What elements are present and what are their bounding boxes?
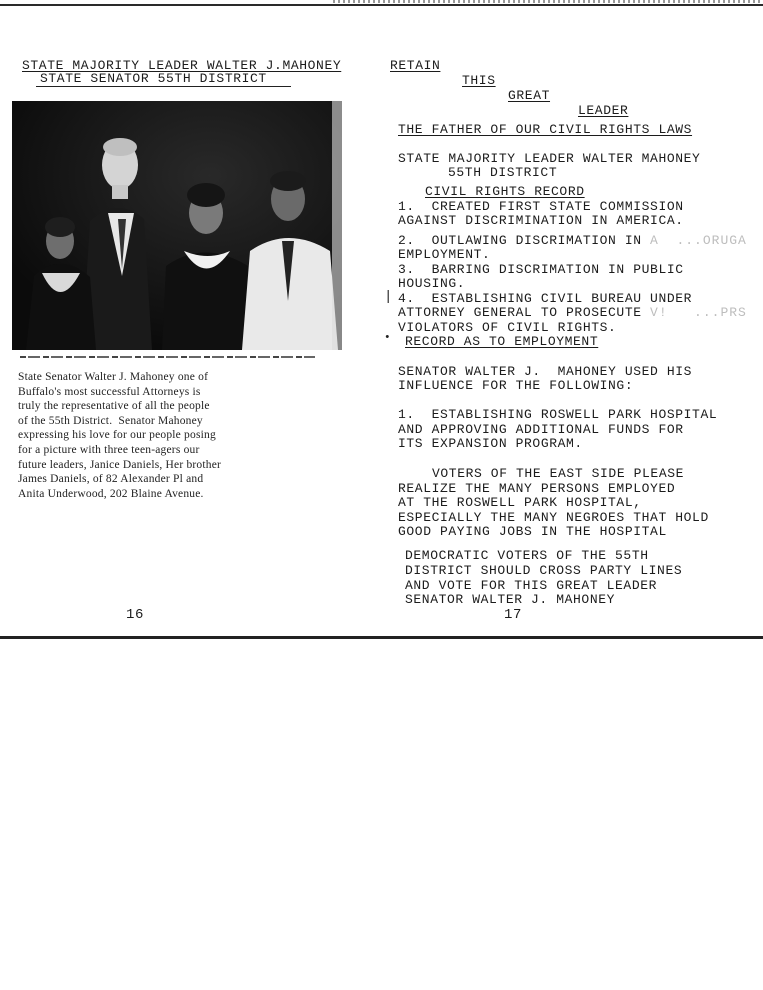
scan-top-speckle [333, 0, 763, 3]
caption-line: expressing his love for our people posing [18, 429, 216, 442]
voters-paragraph-line: VOTERS OF THE EAST SIDE PLEASE [432, 466, 685, 481]
margin-mark: • [384, 332, 391, 344]
employment-record-heading: RECORD AS TO EMPLOYMENT [405, 334, 599, 349]
voters-paragraph-line: AT THE ROSWELL PARK HOSPITAL, [398, 495, 642, 510]
influence-line: INFLUENCE FOR THE FOLLOWING: [398, 378, 634, 393]
record-item-3-cont: HOUSING. [398, 276, 466, 291]
margin-mark: | [384, 289, 393, 305]
record-item-2-text: 2. OUTLAWING DISCRIMATION IN [398, 233, 642, 248]
civil-rights-record-heading: CIVIL RIGHTS RECORD [425, 184, 585, 199]
caption-line: future leaders, Janice Daniels, Her brother [18, 458, 222, 471]
heading-great: GREAT [508, 88, 551, 103]
record-item-2-faded: A ...ORUGA [650, 233, 747, 248]
heading-retain: RETAIN [390, 58, 441, 73]
group-photo [12, 101, 342, 350]
district-line: 55TH DISTRICT [448, 165, 558, 180]
voters-paragraph-line: GOOD PAYING JOBS IN THE HOSPITAL [398, 524, 667, 539]
left-page-title: STATE MAJORITY LEADER WALTER J.MAHONEY [22, 58, 342, 73]
caption-line: of the 55th District. Senator Mahoney [18, 414, 203, 427]
voters-paragraph-line: REALIZE THE MANY PERSONS EMPLOYED [398, 481, 676, 496]
record-item-4-text: ATTORNEY GENERAL TO PROSECUTE [398, 305, 642, 320]
democratic-appeal-line: DEMOCRATIC VOTERS OF THE 55TH [405, 548, 649, 563]
voters-paragraph-line: ESPECIALLY THE MANY NEGROES THAT HOLD [398, 510, 709, 525]
democratic-appeal-line: AND VOTE FOR THIS GREAT LEADER [405, 578, 658, 593]
employment-item-1: 1. ESTABLISHING ROSWELL PARK HOSPITAL [398, 407, 718, 422]
record-item-2-cont: EMPLOYMENT. [398, 247, 491, 262]
record-item-4: 4. ESTABLISHING CIVIL BUREAU UNDER [398, 291, 693, 306]
caption-line: James Daniels, of 82 Alexander Pl and [18, 473, 204, 486]
record-item-2 [398, 233, 747, 248]
heading-this: THIS [462, 73, 496, 88]
group-photo-illustration [12, 101, 342, 350]
page-bottom-edge [0, 636, 763, 639]
democratic-appeal-line: SENATOR WALTER J. MAHONEY [405, 592, 616, 607]
caption-line: Buffalo's most successful Attorneys is [18, 385, 201, 398]
caption-rule [20, 356, 315, 358]
heading-father-civil-rights: THE FATHER OF OUR CIVIL RIGHTS LAWS [398, 122, 693, 137]
democratic-appeal-line: DISTRICT SHOULD CROSS PARTY LINES [405, 563, 683, 578]
record-item-4-end: VIOLATORS OF CIVIL RIGHTS. [398, 320, 617, 335]
record-item-4-faded: V! ...PRS [650, 305, 747, 320]
caption-line: for a picture with three teen-agers our [18, 443, 200, 456]
record-item-1: 1. CREATED FIRST STATE COMMISSION [398, 199, 684, 214]
majority-leader-line: STATE MAJORITY LEADER WALTER MAHONEY [398, 151, 701, 166]
subtitle-underline [36, 86, 291, 87]
record-item-4-cont [398, 305, 747, 320]
heading-leader: LEADER [578, 103, 629, 118]
senator-influence-line: SENATOR WALTER J. MAHONEY USED HIS [398, 364, 693, 379]
scan-top-edge [0, 4, 763, 6]
left-page-subtitle: STATE SENATOR 55TH DISTRICT [40, 71, 267, 86]
caption-line: truly the representative of all the people [18, 400, 210, 413]
left-page-number: 16 [126, 607, 145, 623]
photo-caption [18, 370, 348, 501]
caption-line: State Senator Walter J. Mahoney one of [18, 371, 209, 383]
record-item-3: 3. BARRING DISCRIMATION IN PUBLIC [398, 262, 684, 277]
record-item-1-cont: AGAINST DISCRIMINATION IN AMERICA. [398, 213, 684, 228]
caption-line: Anita Underwood, 202 Blaine Avenue. [18, 487, 204, 500]
right-page-number: 17 [504, 607, 523, 623]
employment-item-1-end: ITS EXPANSION PROGRAM. [398, 436, 583, 451]
employment-item-1-cont: AND APPROVING ADDITIONAL FUNDS FOR [398, 422, 684, 437]
